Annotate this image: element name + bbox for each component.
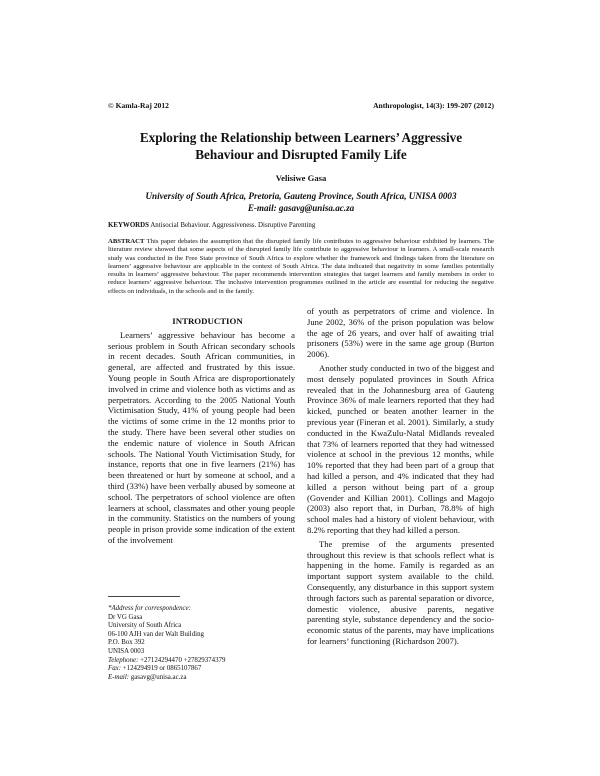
keywords-text: Antisocial Behaviour. Aggressiveness. Disruptive Parenting (150, 222, 316, 229)
affiliation-address: University of South Africa, Pretoria, Gauteng Province, South Africa, UNISA 0003 (145, 191, 457, 201)
abstract-label: ABSTRACT (108, 238, 145, 245)
title-line-1: Exploring the Relationship between Learners’ Aggressive (139, 130, 463, 145)
footnote-line: UNISA 0003 (108, 647, 145, 655)
intro-paragraph-2: Another study conducted in two of the biggest and most densely populated provinces in South Africa revealed that in the Johannesburg area of Gauteng Province 36% of male learners reported that they had kicked, punched or beaten another learner in the previous year (Fineran et al. 2001). Similarly, a study conducted in the KwaZulu-Natal Midlands revealed that 73% of learners reported that they had witnessed violence at school in the previous 12 months, while 10% reported that they had been part of a group that had killed a person, and 4% indicated that they had killed a person without being part of a group (Govender and Killian 2001). Collings and Magojo (2003) also report that, in Durban, 78.8% of high school males had a history of violent behaviour, with 8.2% reporting that they had killed a person. (307, 362, 494, 535)
fax-value: +124294919 or 0865107867 (122, 665, 202, 673)
intro-paragraph-3: The premise of the arguments presented throughout this review is that schools reflect what is happening in the home. Family is regarded as an important support system available to the child. Consequently, any disturbance in this support system through factors such as parental separation or divorce, domestic violence, abusive parents, negative parenting style, substance dependency and the socio-economic status of the parents, may have implications for learners’ functioning (Richardson 2007). (307, 538, 494, 646)
left-column (108, 316, 295, 546)
footnote-telephone (108, 657, 295, 666)
email-value: gasavg@unisa.ac.za (130, 673, 187, 681)
fax-label: Fax: (108, 665, 122, 673)
email-label: E-mail: (108, 673, 130, 681)
keywords-label: KEYWORDS (108, 222, 149, 229)
keywords (108, 222, 494, 229)
footnote-divider (108, 596, 180, 597)
telephone-label: Telephone: (108, 656, 139, 664)
footnote-line: P.O. Box 392 (108, 639, 145, 647)
copyright-notice: © Kamla-Raj 2012 (108, 101, 169, 110)
affiliation-email: E-mail: gasavg@unisa.ac.za (247, 203, 355, 213)
telephone-value: +27124294470 +27829374379 (140, 656, 226, 664)
footnote-heading: *Address for correspondence: (108, 605, 191, 612)
title-line-2: Behaviour and Disrupted Family Life (195, 147, 407, 162)
abstract-text: This paper debates the assumption that the disrupted family life contributes to aggressive behaviour exhibited by learners. The literature review showed that some aspects of the disrupted family life contribute to aggressive behaviour in learners. A small-scale research study was conducted in the Free State province of South Africa to explore whether the framework and findings taken from the literature on learners’ aggressive behaviour are applicable in the context of South Africa. The data indicated that negativity in some families potentially results in learners’ aggressive behaviour. The paper recommends intervention strategies that target learners and family members in order to reduce learners’ aggressive behaviour. The inclusive intervention programmes outlined in the article are essential for reducing the negative effects on individuals, in the schools and in the family. (108, 238, 494, 295)
journal-citation: Anthropologist, 14(3): 199-207 (2012) (373, 101, 494, 110)
author-name: Velisiwe Gasa (275, 173, 327, 183)
intro-paragraph-continued: of youth as perpetrators of crime and violence. In June 2002, 36% of the prison population was below the age of 26 years, and over half of awaiting trial prisoners (53%) were in the same age group (Burton 2006). (307, 306, 494, 360)
author-affiliation (108, 190, 494, 214)
footnote-email (108, 674, 295, 683)
article-title (108, 129, 494, 163)
footnote-fax (108, 665, 295, 674)
abstract (108, 238, 494, 296)
section-heading-introduction: INTRODUCTION (172, 316, 243, 326)
footnote-line: University of South Africa (108, 622, 182, 630)
correspondence-footnote (108, 605, 295, 682)
footnote-line: Dr VG Gasa (108, 613, 143, 621)
intro-paragraph-1: Learners’ aggressive behaviour has become a serious problem in South African secondary schools in recent decades. South African communities, in general, are affected and frustrated by this issue. Young people in South Africa are disproportionately involved in crime and violence both as victims and as perpetrators. According to the 2005 National Youth Victimisation Study, 41% of young people had been the victims of some crime in the 12 months prior to the study. There have been several other studies on the endemic nature of violence in South African schools. The National Youth Victimisation Study, for instance, reports that one in five learners (21%) has been threatened or hurt by someone at school, and a third (33%) have been verbally abused by someone at school. The perpetrators of school violence are often learners at school, classmates and other young people in the community. Statistics on the numbers of young people in prison provide some indication of the extent of the involvement (108, 329, 295, 545)
right-column (307, 306, 494, 647)
footnote-line: 06-100 AJH van der Walt Building (108, 630, 204, 638)
